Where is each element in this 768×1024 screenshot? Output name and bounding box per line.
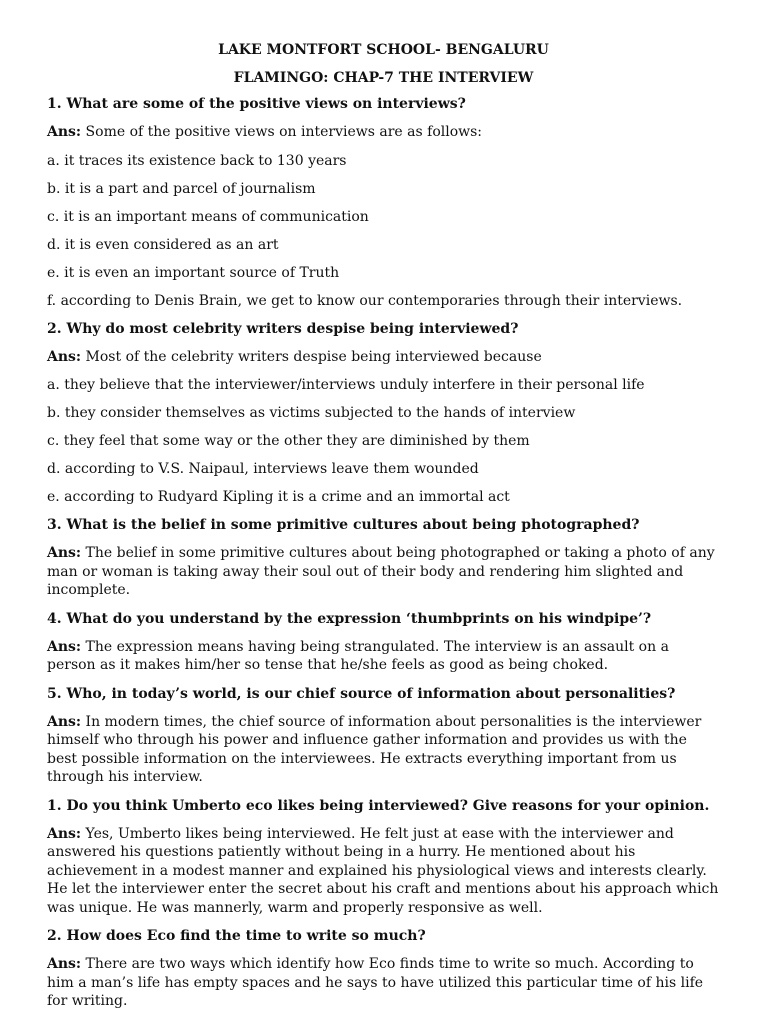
list-item: f. according to Denis Brain, we get to know our contemporaries through their interviews. [47,292,683,309]
qa-section [47,516,720,600]
qa-section [47,610,720,675]
answer [47,713,720,787]
answer-text: The expression means having being strangulated. The interview is an assault on a person as it makes him/her so tense that he/she feels as good as being choked. [47,638,669,673]
answer-text: In modern times, the chief source of information about personalities is the interviewer himself who through his power and influence gather information and provides us with the best possible information on the interviewees. He extracts everything important from us through his interview. [47,713,702,785]
question: 2. How does Eco find the time to write so much? [47,928,426,944]
answer-text: The belief in some primitive cultures about being photographed or taking a photo of any man or woman is taking away their soul out of their body and rendering him slighted and incomplete. [47,545,715,598]
list-item: a. they believe that the interviewer/interviews unduly interfere in their personal life [47,377,645,393]
answer [47,638,720,675]
ans-label: Ans: [47,713,82,730]
list-item: b. it is a part and parcel of journalism [47,180,316,197]
question: 2. Why do most celebrity writers despise being interviewed? [47,320,519,337]
ans-label: Ans: [47,545,82,561]
qa-section [47,927,720,1011]
answer [47,825,720,918]
answer-text: There are two ways which identify how Eco finds time to write so much. According to him a man’s life has empty spaces and he says to have utilized this particular time of his life for writing. [47,956,704,1009]
ans-label: Ans: [47,348,82,365]
school-title: LAKE MONTFORT SCHOOL- BENGALURU [218,42,549,58]
answer [47,955,720,1011]
list-item: d. it is even considered as an art [47,236,279,253]
qa-section [47,95,720,310]
chapter-title: FLAMINGO: CHAP-7 THE INTERVIEW [233,70,534,86]
answer-text: Yes, Umberto likes being interviewed. He felt just at ease with the interviewer and answered his questions patiently without being in a hurry. He mentioned about his achievement in a modest manner and explained his physiological views and interests clearly. He let the interviewer enter the secret about his craft and mentions about his approach which was unique. He was mannerly, warm and properly responsive as well. [47,825,719,916]
list-item: e. according to Rudyard Kipling it is a crime and an immortal act [47,489,510,505]
ans-label: Ans: [47,638,82,655]
list-item: c. it is an important means of communication [47,208,369,225]
list-item: e. it is even an important source of Truth [47,264,340,281]
ans-label: Ans: [47,956,82,972]
answer [47,544,720,600]
question: 1. Do you think Umberto eco likes being interviewed? Give reasons for your opinion. [47,797,710,814]
question: 3. What is the belief in some primitive cultures about being photographed? [47,517,640,533]
question: 1. What are some of the positive views on interviews? [47,96,466,112]
qa-section [47,685,720,787]
qa-section [47,797,720,918]
ans-label: Ans: [47,825,82,842]
list-item: b. they consider themselves as victims subjected to the hands of interview [47,405,576,421]
question: 5. Who, in today’s world, is our chief source of information about personalities? [47,685,676,702]
answer [47,123,720,142]
list-item: a. it traces its existence back to 130 years [47,152,347,169]
list-item: d. according to V.S. Naipaul, interviews leave them wounded [47,461,479,477]
list-item: c. they feel that some way or the other they are diminished by them [47,433,530,449]
answer-text: Most of the celebrity writers despise being interviewed because [85,348,542,365]
answer [47,348,720,367]
ans-label: Ans: [47,124,82,140]
qa-section [47,320,720,507]
question: 4. What do you understand by the expression ‘thumbprints on his windpipe’? [47,610,652,627]
answer-text: Some of the positive views on interviews are as follows: [85,124,483,140]
